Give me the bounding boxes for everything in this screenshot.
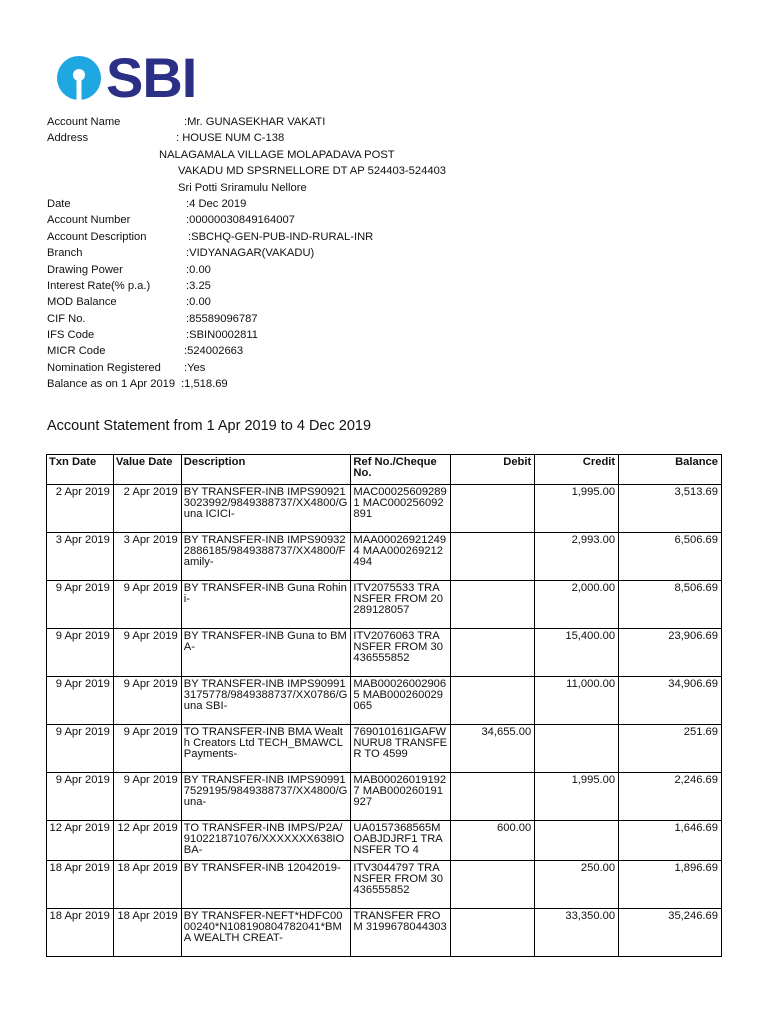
col-header-value-date: Value Date: [113, 455, 181, 485]
ref-no: UA0157368565MOABJDJRF1 TRANSFER TO 4: [351, 821, 451, 861]
ref-no: MAB000260029065 MAB000260029065: [351, 677, 451, 725]
credit: [535, 821, 619, 861]
sbi-logo: [56, 46, 197, 109]
credit: [535, 725, 619, 773]
field-value: :Mr. GUNASEKHAR VAKATI: [184, 116, 326, 128]
field-label: Account Description: [47, 230, 147, 243]
table-row: [47, 581, 722, 629]
table-header-row: [47, 455, 722, 485]
ref-no: 769010161IGAFWNURU8 TRANSFER TO 4599: [351, 725, 451, 773]
field-value: :0.00: [186, 296, 211, 309]
debit: [451, 533, 535, 581]
debit: 600.00: [451, 821, 535, 861]
field-label: MOD Balance: [47, 296, 117, 309]
field-value: :85589096787: [186, 312, 258, 325]
col-header-balance: Balance: [619, 455, 722, 485]
sbi-keyhole-icon: [56, 55, 102, 101]
field-value: :4 Dec 2019: [186, 197, 247, 210]
debit: [451, 581, 535, 629]
description: BY TRANSFER-INB IMPS909213023992/9849388737/XX4800/Guna ICICI-: [181, 485, 351, 533]
table-row: [47, 533, 722, 581]
value-date: 9 Apr 2019: [113, 677, 181, 725]
debit: [451, 629, 535, 677]
col-header-credit: Credit: [535, 455, 619, 485]
txn-date: 18 Apr 2019: [47, 908, 114, 956]
txn-date: 9 Apr 2019: [47, 677, 114, 725]
value-date: 12 Apr 2019: [113, 821, 181, 861]
field-label: Address: [47, 132, 89, 145]
balance: 8,506.69: [619, 581, 722, 629]
credit: 1,995.00: [535, 773, 619, 821]
debit: [451, 773, 535, 821]
balance: 6,506.69: [619, 533, 722, 581]
field-label: MICR Code: [47, 345, 106, 358]
logo-text: SBI: [106, 46, 197, 109]
credit: 11,000.00: [535, 677, 619, 725]
field-value: :00000030849164007: [186, 214, 295, 227]
field-value: :VIDYANAGAR(VAKADU): [186, 247, 315, 260]
txn-date: 3 Apr 2019: [47, 533, 114, 581]
txn-date: 9 Apr 2019: [47, 581, 114, 629]
field-value: Sri Potti Sriramulu Nellore: [178, 181, 307, 194]
table-row: [47, 821, 722, 861]
balance: 1,646.69: [619, 821, 722, 861]
description: BY TRANSFER-INB IMPS909322886185/9849388737/XX4800/Family-: [181, 533, 351, 581]
ref-no: ITV2076063 TRANSFER FROM 30436555852: [351, 629, 451, 677]
credit: 250.00: [535, 860, 619, 908]
ref-no: TRANSFER FROM 3199678044303: [351, 908, 451, 956]
field-value: NALAGAMALA VILLAGE MOLAPADAVA POST: [159, 148, 395, 161]
field-value: :SBCHQ-GEN-PUB-IND-RURAL-INR: [188, 230, 374, 243]
txn-date: 12 Apr 2019: [47, 821, 114, 861]
field-value: :1,518.69: [181, 378, 228, 391]
ref-no: MAC000256092891 MAC000256092891: [351, 485, 451, 533]
balance: 23,906.69: [619, 629, 722, 677]
value-date: 18 Apr 2019: [113, 860, 181, 908]
debit: [451, 485, 535, 533]
field-label: Interest Rate(% p.a.): [47, 279, 151, 292]
value-date: 9 Apr 2019: [113, 725, 181, 773]
table-row: [47, 629, 722, 677]
description: BY TRANSFER-NEFT*HDFC0000240*N108190804782041*BMA WEALTH CREAT-: [181, 908, 351, 956]
ref-no: MAB000260191927 MAB000260191927: [351, 773, 451, 821]
balance: 35,246.69: [619, 908, 722, 956]
field-label: Balance as on 1 Apr 2019: [47, 378, 176, 391]
balance: 3,513.69: [619, 485, 722, 533]
balance: 1,896.69: [619, 860, 722, 908]
statement-title: Account Statement from 1 Apr 2019 to 4 Dec 2019: [47, 418, 372, 434]
txn-date: 9 Apr 2019: [47, 629, 114, 677]
field-label: IFS Code: [47, 329, 95, 342]
description: BY TRANSFER-INB Guna to BMA-: [181, 629, 351, 677]
ref-no: ITV3044797 TRANSFER FROM 30436555852: [351, 860, 451, 908]
field-label: CIF No.: [47, 312, 86, 325]
txn-date: 2 Apr 2019: [47, 485, 114, 533]
credit: 2,993.00: [535, 533, 619, 581]
debit: [451, 860, 535, 908]
field-value: :0.00: [186, 263, 211, 276]
value-date: 3 Apr 2019: [113, 533, 181, 581]
col-header-description: Description: [181, 455, 351, 485]
credit: 33,350.00: [535, 908, 619, 956]
value-date: 18 Apr 2019: [113, 908, 181, 956]
debit: [451, 908, 535, 956]
description: BY TRANSFER-INB IMPS909917529195/9849388737/XX4800/Guna-: [181, 773, 351, 821]
field-label: Nomination Registered: [47, 361, 161, 374]
field-value: :524002663: [184, 345, 244, 358]
credit: 15,400.00: [535, 629, 619, 677]
col-header-ref-no: Ref No./Cheque No.: [351, 455, 451, 485]
description: BY TRANSFER-INB 12042019-: [181, 860, 351, 908]
col-header-txn-date: Txn Date: [47, 455, 114, 485]
description: BY TRANSFER-INB Guna Rohini-: [181, 581, 351, 629]
balance: 2,246.69: [619, 773, 722, 821]
field-value: :SBIN0002811: [186, 329, 258, 342]
txn-date: 9 Apr 2019: [47, 725, 114, 773]
txn-date: 18 Apr 2019: [47, 860, 114, 908]
balance: 34,906.69: [619, 677, 722, 725]
table-row: [47, 908, 722, 956]
field-value: :Yes: [184, 361, 206, 374]
ref-no: ITV2075533 TRANSFER FROM 20289128057: [351, 581, 451, 629]
ref-no: MAA000269212494 MAA000269212494: [351, 533, 451, 581]
col-header-debit: Debit: [451, 455, 535, 485]
description: TO TRANSFER-INB BMA Wealth Creators Ltd TECH_BMAWCL Payments-: [181, 725, 351, 773]
field-label: Account Name: [47, 116, 121, 128]
txn-date: 9 Apr 2019: [47, 773, 114, 821]
table-row: [47, 773, 722, 821]
field-value: VAKADU MD SPSRNELLORE DT AP 524403-524403: [178, 165, 447, 178]
value-date: 2 Apr 2019: [113, 485, 181, 533]
balance: 251.69: [619, 725, 722, 773]
debit: 34,655.00: [451, 725, 535, 773]
description: BY TRANSFER-INB IMPS909913175778/9849388737/XX0786/Guna SBI-: [181, 677, 351, 725]
debit: [451, 677, 535, 725]
credit: 1,995.00: [535, 485, 619, 533]
field-label: Drawing Power: [47, 263, 123, 276]
value-date: 9 Apr 2019: [113, 629, 181, 677]
field-label: Account Number: [47, 214, 131, 227]
credit: 2,000.00: [535, 581, 619, 629]
table-row: [47, 725, 722, 773]
value-date: 9 Apr 2019: [113, 581, 181, 629]
field-label: Branch: [47, 247, 83, 260]
transactions-table: [46, 454, 722, 957]
field-value: : HOUSE NUM C-138: [176, 132, 285, 145]
description: TO TRANSFER-INB IMPS/P2A/910221871076/XXXXXXX638IOBA-: [181, 821, 351, 861]
table-row: [47, 485, 722, 533]
table-row: [47, 860, 722, 908]
field-label: Date: [47, 197, 71, 210]
value-date: 9 Apr 2019: [113, 773, 181, 821]
field-value: :3.25: [186, 279, 211, 292]
table-row: [47, 677, 722, 725]
